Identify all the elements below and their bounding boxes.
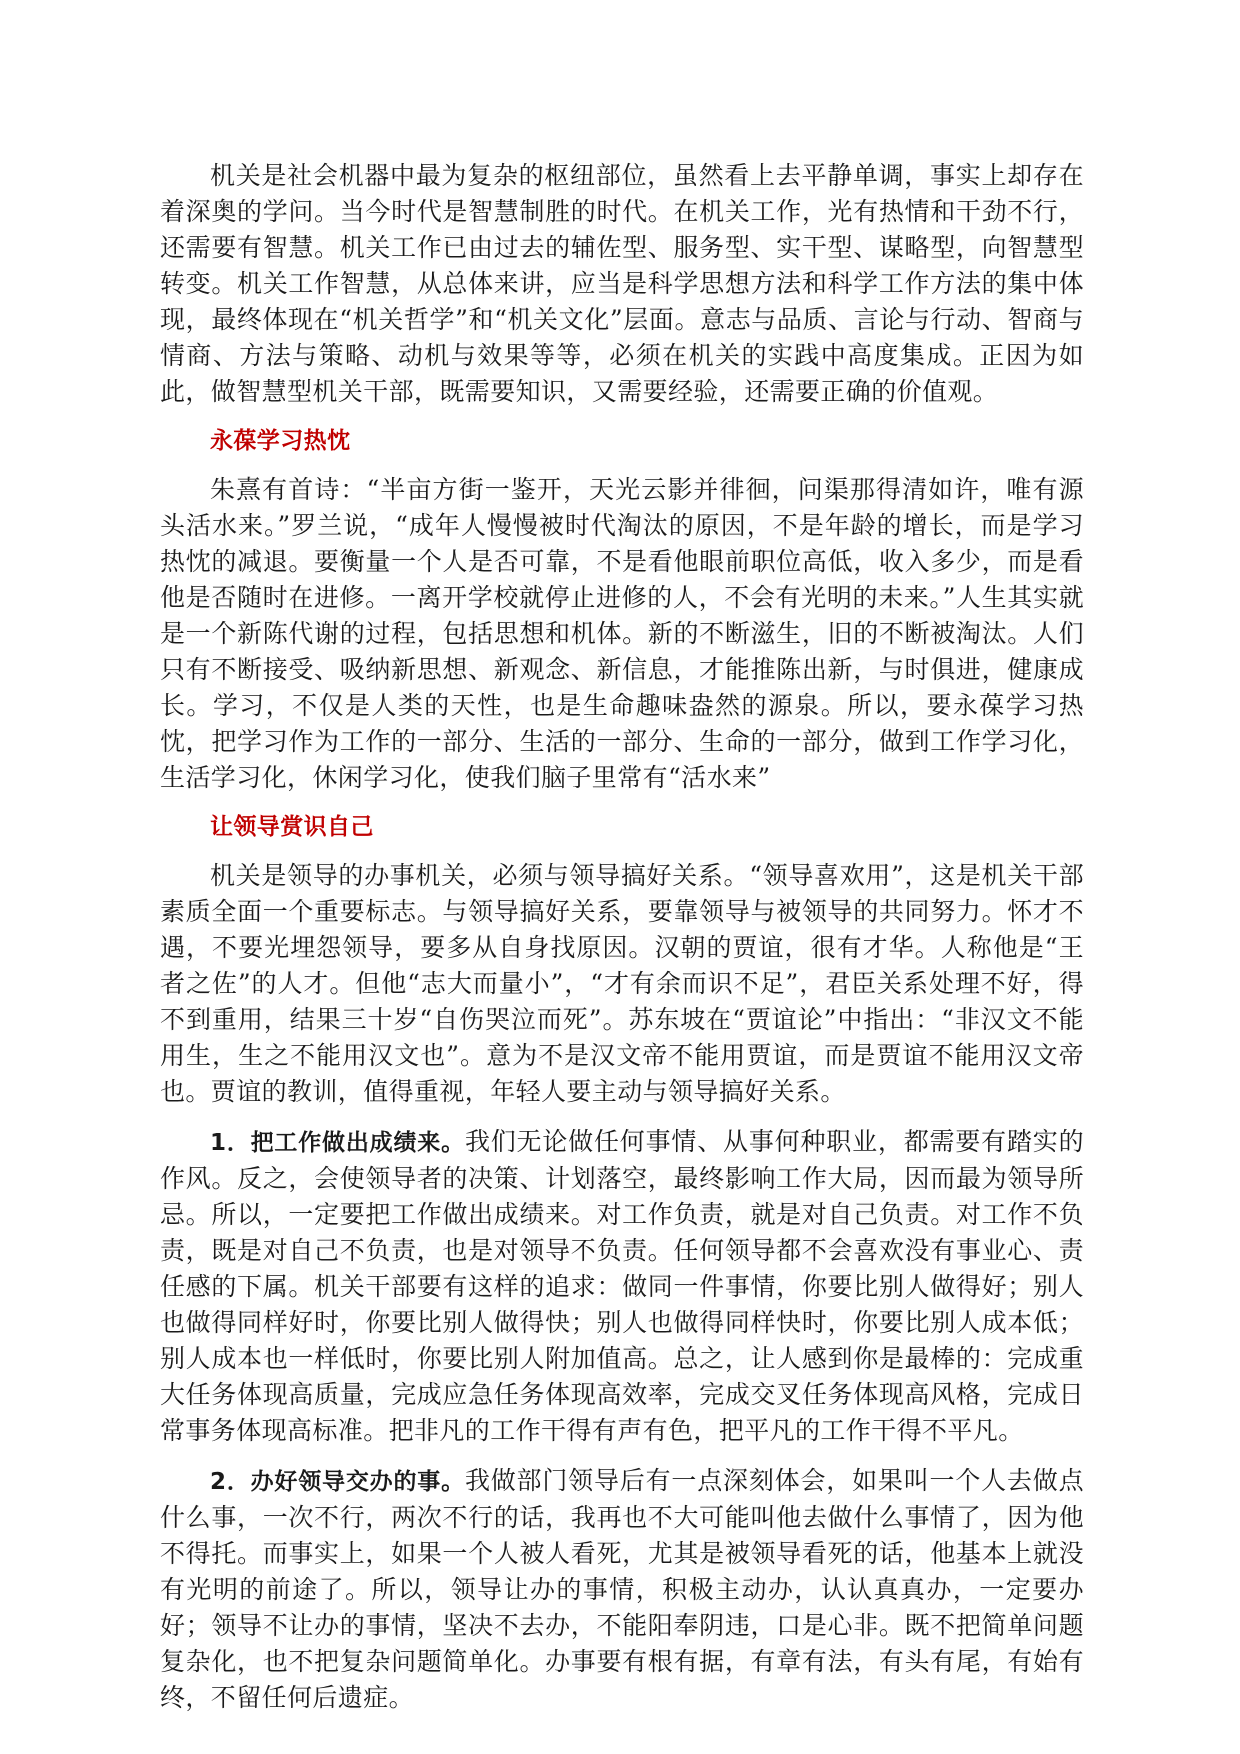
paragraph-gap — [160, 1110, 1084, 1124]
section-heading-learning: 永葆学习热忱 — [210, 428, 351, 454]
intro-paragraph: 机关是社会机器中最为复杂的枢纽部位，虽然看上去平静单调，事实上却存在着深奥的学问。当今时代是智慧制胜的时代。在机关工作，光有热情和干劲不行，还需要有智慧。机关工作已由过去的辅佐型、服务型、实干型、谋略型，向智慧型转变。机关工作智慧，从总体来讲，应当是科学思想方法和科学工作方法的集中体现，最终体现在“机关哲学”和“机关文化”层面。意志与品质、言论与行动、智商与情商、方法与策略、动机与效果等等，必须在机关的实践中高度集成。正因为如此，做智慧型机关干部，既需要知识，又需要经验，还需要正确的价值观。 — [160, 161, 1084, 406]
numbered-item-2 — [160, 1463, 1084, 1716]
paragraph-gap — [160, 1449, 1084, 1463]
numbered-item-1-text: 我们无论做任何事情、从事何种职业，都需要有踏实的作风。反之，会使领导者的决策、计划落空，最终影响工作大局，因而最为领导所忌。所以，一定要把工作做出成绩来。对工作负责，就是对自己负责。对工作不负责，既是对自己不负责，也是对领导不负责。任何领导都不会喜欢没有事业心、责任感的下属。机关干部要有这样的追求：做同一件事情，你要比别人做得好；别人也做得同样好时，你要比别人做得快；别人也做得同样快时，你要比别人成本低；别人成本也一样低时，你要比别人附加值高。总之，让人感到你是最棒的：完成重大任务体现高质量，完成应急任务体现高效率，完成交叉任务体现高风格，完成日常事务体现高标准。把非凡的工作干得有声有色，把平凡的工作干得不平凡。 — [160, 1127, 1084, 1445]
section-paragraph-leadership: 机关是领导的办事机关，必须与领导搞好关系。“领导喜欢用”，这是机关干部素质全面一个重要标志。与领导搞好关系，要靠领导与被领导的共同努力。怀才不遇，不要光埋怨领导，要多从自身找原因。汉朝的贾谊，很有才华。人称他是“王者之佐”的人才。但他“志大而量小”，“才有余而识不足”，君臣关系处理不好，得不到重用，结果三十岁“自伤哭泣而死”。苏东坡在“贾谊论”中指出：“非汉文不能用生，生之不能用汉文也”。意为不是汉文帝不能用贾谊，而是贾谊不能用汉文帝也。贾谊的教训，值得重视，年轻人要主动与领导搞好关系。 — [160, 861, 1084, 1106]
section-heading-leadership: 让领导赏识自己 — [210, 814, 374, 840]
numbered-item-2-lead: 2．办好领导交办的事。 — [210, 1469, 465, 1495]
section-paragraph-learning: 朱熹有首诗：“半亩方街一鉴开，天光云影并徘徊，问渠那得清如许，唯有源头活水来。”罗兰说，“成年人慢慢被时代淘汰的原因，不是年龄的增长，而是学习热忱的减退。要衡量一个人是否可靠，不是看他眼前职位高低，收入多少，而是看他是否随时在进修。一离开学校就停止进修的人，不会有光明的未来。”人生其实就是一个新陈代谢的过程，包括思想和机体。新的不断滋生，旧的不断被淘汰。人们只有不断接受、吸纳新思想、新观念、新信息，才能推陈出新，与时俱进，健康成长。学习，不仅是人类的天性，也是生命趣味盎然的源泉。所以，要永葆学习热忱，把学习作为工作的一部分、生活的一部分、生命的一部分，做到工作学习化，生活学习化，休闲学习化，使我们脑子里常有“活水来” — [160, 475, 1084, 792]
numbered-item-2-text: 我做部门领导后有一点深刻体会，如果叫一个人去做点什么事，一次不行，两次不行的话，我再也不大可能叫他去做什么事情了，因为他不得托。而事实上，如果一个人被人看死，尤其是被领导看死的话，他基本上就没有光明的前途了。所以，领导让办的事情，积极主动办，认认真真办，一定要办好；领导不让办的事情，坚决不去办，不能阳奉阴违，口是心非。既不把简单问题复杂化，也不把复杂问题简单化。办事要有根有据，有章有法，有头有尾，有始有终，不留任何后遗症。 — [160, 1466, 1084, 1712]
document-body — [160, 158, 1084, 1716]
numbered-item-1-lead: 1．把工作做出成绩来。 — [210, 1130, 465, 1156]
numbered-item-1 — [160, 1124, 1084, 1449]
